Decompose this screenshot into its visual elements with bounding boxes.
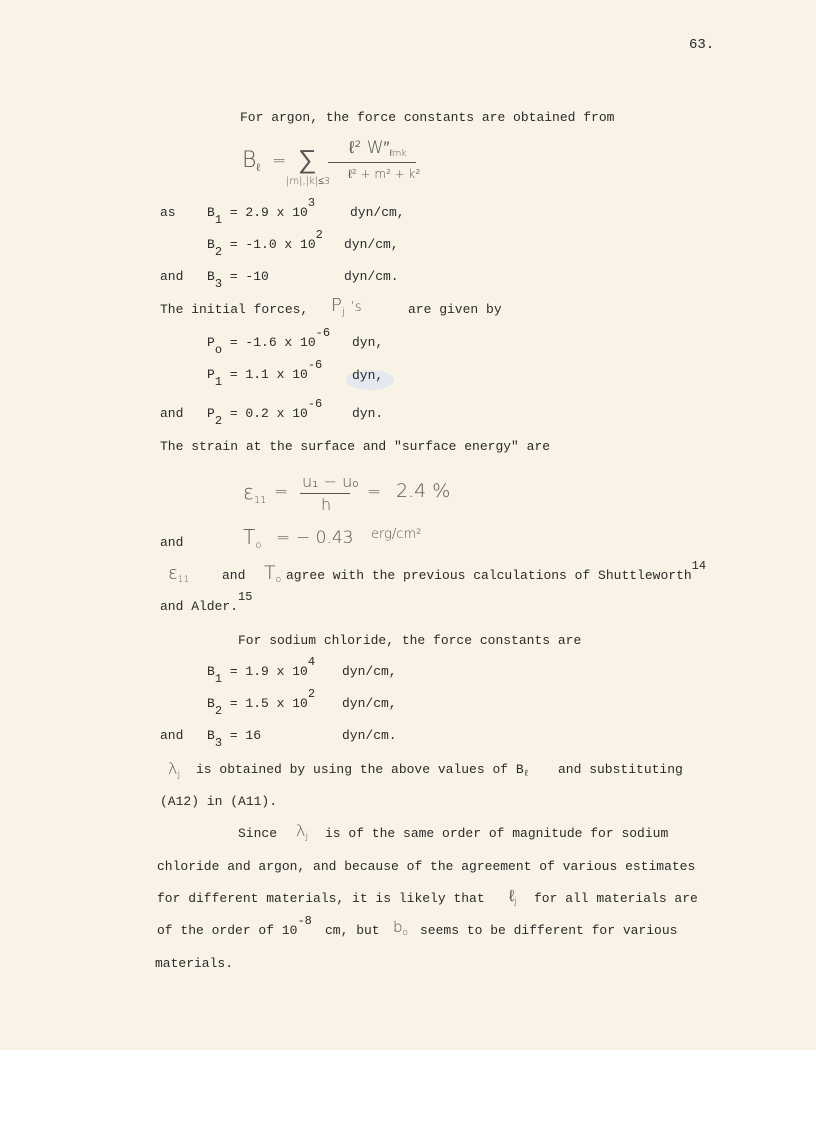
force-p1-sym: P xyxy=(207,367,215,382)
line4-exp: -8 xyxy=(297,914,312,928)
strain-intro: The strain at the surface and "surface energy" are xyxy=(160,439,551,454)
force-p0-sym: P xyxy=(207,335,215,350)
ref-15: 15 xyxy=(238,590,253,604)
line4-before xyxy=(157,914,312,938)
lambda-text-end: and substituting xyxy=(558,762,683,777)
argon-b3-unit: dyn/cm. xyxy=(344,269,399,284)
force-p2-exp: -6 xyxy=(307,397,323,411)
nacl-b3 xyxy=(207,728,262,750)
lambda-sub: j xyxy=(177,769,181,780)
pj-symbol: P xyxy=(331,295,342,316)
nacl-b2-unit: dyn/cm, xyxy=(342,696,397,711)
argon-b1-lead: as xyxy=(160,205,176,220)
ref-14: 14 xyxy=(691,559,707,573)
energy-value: − 0.43 xyxy=(296,528,354,548)
strain-value: 2.4 % xyxy=(396,480,451,502)
strain-equals: = xyxy=(274,482,289,502)
argon-b2-exp: 2 xyxy=(315,228,323,242)
fraction-bar xyxy=(328,162,416,163)
argon-b1-sub: 1 xyxy=(214,213,223,227)
argon-b3-sub: 3 xyxy=(214,277,223,291)
initial-forces-text: The initial forces, xyxy=(160,302,309,317)
initial-forces-symbol xyxy=(331,295,362,318)
energy-unit: erg/cm² xyxy=(371,527,422,542)
force-p2-value: = 0.2 x 10 xyxy=(229,406,308,421)
nacl-b2-sym: B xyxy=(207,696,215,711)
argon-b1-sym: B xyxy=(207,205,215,220)
agree-eps-sub: 11 xyxy=(177,575,190,585)
strain-equals-2: = xyxy=(367,482,382,502)
energy-lhs xyxy=(243,525,262,551)
nacl-b2-exp: 2 xyxy=(307,687,316,701)
line3-lj-symbol: ℓ xyxy=(509,886,515,905)
nacl-b1-exp: 4 xyxy=(307,655,316,669)
formula-denominator: ℓ² + m² + k² xyxy=(348,167,421,181)
argon-b3-sym: B xyxy=(207,269,215,284)
force-p1 xyxy=(207,358,323,389)
strain-lhs xyxy=(243,480,267,506)
nacl-b3-value: = 16 xyxy=(229,728,262,743)
line4-bo xyxy=(393,918,409,938)
force-p2 xyxy=(207,397,323,428)
initial-forces-after: are given by xyxy=(408,302,502,317)
argon-b2-sub: 2 xyxy=(214,245,223,259)
formula-numerator-text: ℓ² W″ xyxy=(349,138,390,158)
nacl-b1-sub: 1 xyxy=(214,672,223,686)
line3-before: for different materials, it is likely that xyxy=(157,891,485,906)
page-number: 63. xyxy=(689,37,715,53)
formula-equals: = xyxy=(272,151,287,171)
force-p2-sym: P xyxy=(207,406,215,421)
since-lambda-symbol: λ xyxy=(296,821,306,840)
nacl-b3-unit: dyn/cm. xyxy=(342,728,397,743)
force-p0-sub: o xyxy=(214,343,223,357)
nacl-b2-value: = 1.5 x 10 xyxy=(229,696,308,711)
force-p0 xyxy=(207,326,331,357)
force-p2-unit: dyn. xyxy=(352,406,384,421)
strain-denominator: h xyxy=(321,495,332,514)
sigma-icon: ∑ xyxy=(298,145,317,175)
sigma-range: |m|,|k|≤3 xyxy=(286,176,331,187)
paragraph-line-2: chloride and argon, and because of the agreement of various estimates xyxy=(157,859,696,874)
energy-lhs-sub: o xyxy=(255,540,262,551)
force-p1-exp: -6 xyxy=(307,358,323,372)
formula-numerator-sub: ℓmk xyxy=(389,149,407,159)
argon-b2-value: = -1.0 x 10 xyxy=(229,237,316,252)
force-p1-unit: dyn, xyxy=(352,368,384,383)
formula-lhs-symbol: B xyxy=(242,148,257,173)
force-p2-sub: 2 xyxy=(214,414,223,428)
nacl-b2 xyxy=(207,687,316,718)
alder-line xyxy=(160,590,253,614)
force-p2-lead: and xyxy=(160,406,184,421)
agree-text xyxy=(286,559,707,583)
argon-b2-unit: dyn/cm, xyxy=(344,237,399,252)
argon-b1 xyxy=(207,196,316,227)
line4-before-text: of the order of 10 xyxy=(157,923,298,938)
argon-b3-value: = -10 xyxy=(229,269,269,284)
argon-b1-value: = 2.9 x 10 xyxy=(229,205,308,220)
strain-fraction-bar xyxy=(300,493,350,494)
nacl-b1-sym: B xyxy=(207,664,215,679)
lambda-text-body: is obtained by using the above values of B xyxy=(196,762,524,777)
alder-text: and Alder. xyxy=(160,599,239,614)
agree-eps xyxy=(168,565,189,583)
force-p0-value: = -1.6 x 10 xyxy=(229,335,316,350)
argon-b1-exp: 3 xyxy=(307,196,316,210)
agree-T-sub: o xyxy=(275,575,282,585)
formula-lhs-sub: ℓ xyxy=(256,161,260,174)
argon-b3-lead: and xyxy=(160,269,184,284)
agree-and: and xyxy=(222,568,246,583)
line3-lj-sub: j xyxy=(514,896,517,907)
since-before: Since xyxy=(238,826,278,841)
energy-lead: and xyxy=(160,535,184,550)
nacl-b3-sym: B xyxy=(207,728,215,743)
force-p0-unit: dyn, xyxy=(352,335,384,350)
formula-lhs xyxy=(242,150,260,172)
formula-numerator xyxy=(349,140,406,157)
since-after: is of the same order of magnitude for sodium xyxy=(325,826,669,841)
lambda-symbol: λ xyxy=(168,759,178,778)
nacl-b1 xyxy=(207,655,316,686)
agree-text-body: agree with the previous calculations of Shuttleworth xyxy=(286,568,692,583)
pj-apos: ’s xyxy=(350,300,362,315)
agree-eps-symbol: ε xyxy=(168,563,178,584)
nacl-b1-unit: dyn/cm, xyxy=(342,664,397,679)
line4-after: seems to be different for various xyxy=(420,923,678,938)
energy-equals: = xyxy=(276,528,291,548)
argon-b1-unit: dyn/cm, xyxy=(350,205,405,220)
lambda-text-sub: ℓ xyxy=(523,769,530,779)
lambda-j xyxy=(168,759,181,780)
force-p1-sub: 1 xyxy=(214,375,223,389)
strain-lhs-symbol: ε xyxy=(243,480,254,504)
line4-mid: cm, but xyxy=(325,923,380,938)
line3-lj xyxy=(509,886,517,907)
lambda-text xyxy=(196,762,530,779)
strain-numerator: u₁ − u₀ xyxy=(302,472,359,491)
a12-line: (A12) in (A11). xyxy=(160,794,278,809)
nacl-b2-sub: 2 xyxy=(214,704,223,718)
argon-b2 xyxy=(207,228,323,259)
nacl-b3-lead: and xyxy=(160,728,184,743)
line3-after: for all materials are xyxy=(534,891,698,906)
since-lambda-sub: j xyxy=(305,831,309,842)
since-lambda xyxy=(296,821,309,842)
paragraph-line-5: materials. xyxy=(155,956,234,971)
nacl-intro: For sodium chloride, the force constants are xyxy=(238,633,582,648)
force-p1-value: = 1.1 x 10 xyxy=(229,367,308,382)
energy-lhs-symbol: T xyxy=(243,525,256,549)
strain-lhs-sub: 11 xyxy=(253,495,267,506)
line4-bo-symbol: b xyxy=(393,918,403,936)
argon-b2-sym: B xyxy=(207,237,215,252)
argon-b3 xyxy=(207,269,269,291)
agree-T xyxy=(264,564,281,583)
nacl-b1-value: = 1.9 x 10 xyxy=(229,664,308,679)
nacl-b3-sub: 3 xyxy=(214,736,223,750)
force-p0-exp: -6 xyxy=(315,326,331,340)
line4-bo-sub: o xyxy=(402,928,409,938)
intro-argon: For argon, the force constants are obtained from xyxy=(240,110,615,125)
agree-T-symbol: T xyxy=(264,562,276,584)
pj-sub: j xyxy=(341,305,345,318)
